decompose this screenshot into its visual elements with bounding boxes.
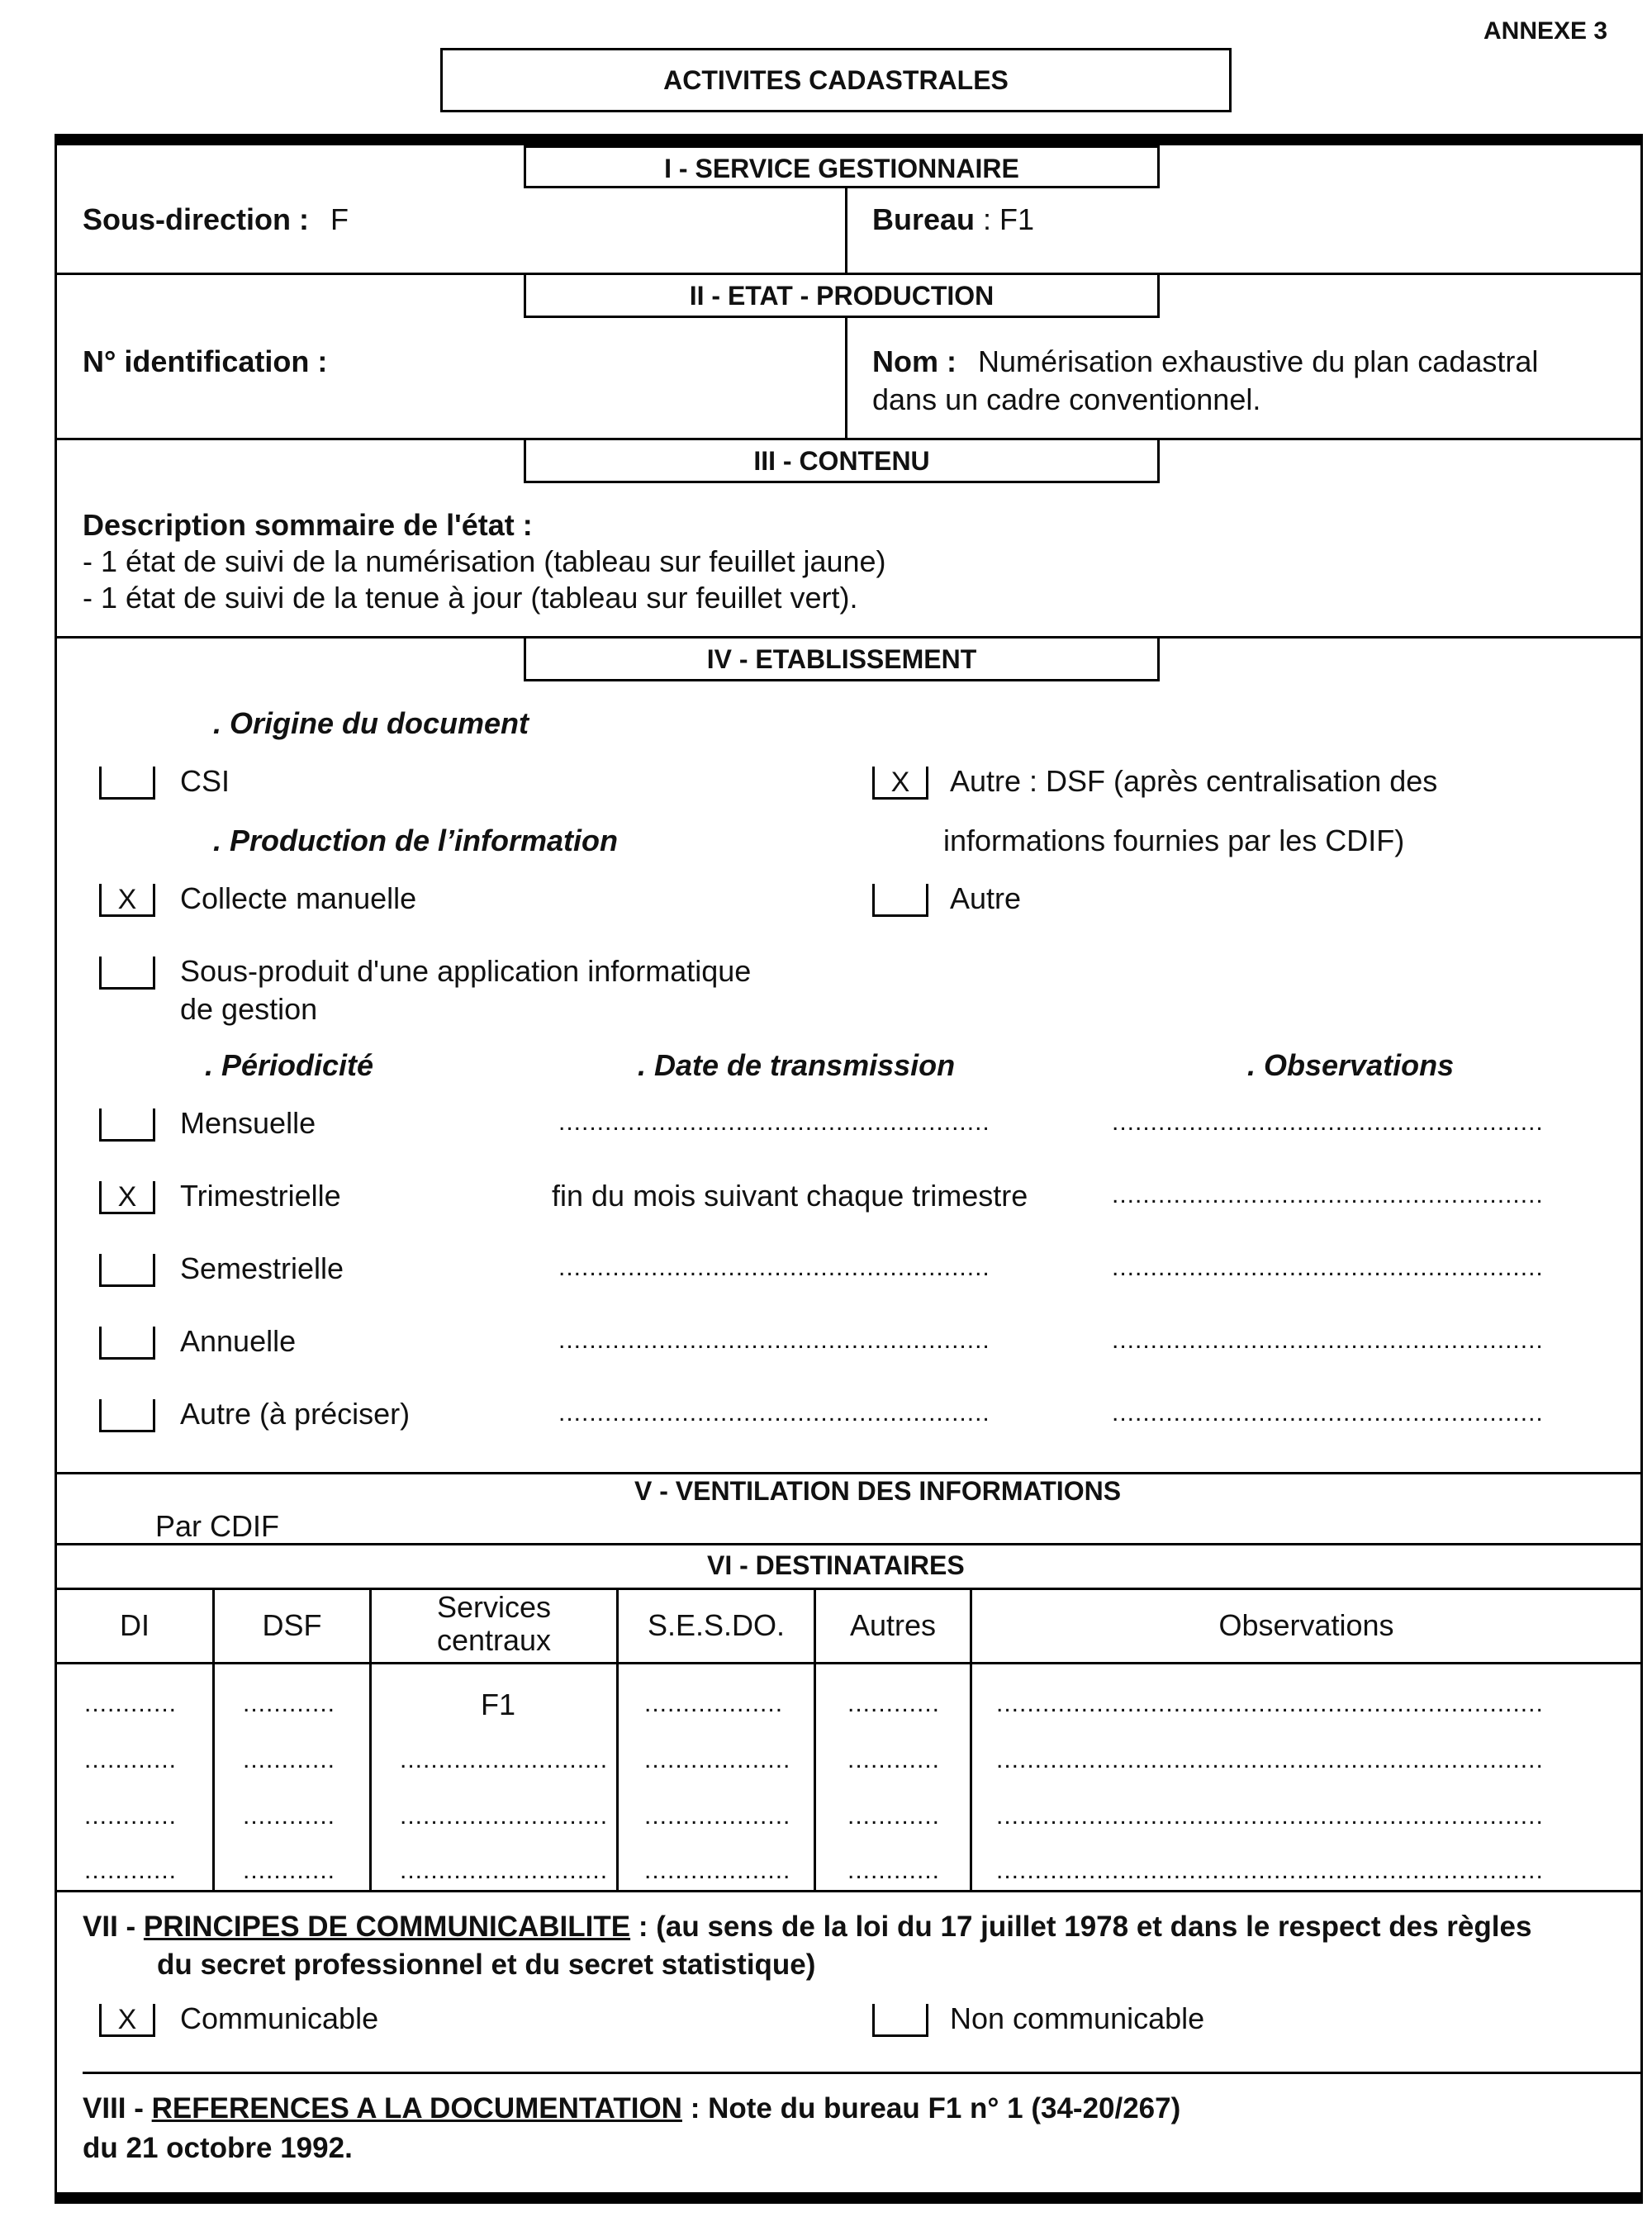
period-observation: ........................................................ — [1112, 1327, 1544, 1354]
section-2-header: II - ETAT - PRODUCTION — [524, 275, 1160, 318]
table-cell: ............ — [847, 1746, 941, 1773]
section-6-header: VI - DESTINATAIRES — [707, 1550, 965, 1580]
observations-title: . Observations — [1247, 1048, 1455, 1082]
section-7-prefix: VII - — [83, 1911, 136, 1943]
table-cell: .................. — [644, 1690, 784, 1717]
csi-checkbox[interactable] — [99, 767, 155, 800]
period-checkbox[interactable] — [99, 1254, 155, 1287]
period-observation: ........................................................ — [1112, 1399, 1544, 1427]
section-8-title: REFERENCES A LA DOCUMENTATION — [151, 2092, 682, 2124]
table-cell: ............ — [84, 1746, 178, 1773]
sous-direction-label: Sous-direction : — [83, 202, 310, 236]
table-cell: ............ — [847, 1857, 941, 1884]
table-top-line — [55, 1588, 1643, 1590]
table-header-bottom-line — [55, 1662, 1643, 1664]
collecte-label: Collecte manuelle — [180, 881, 417, 915]
sous-produit-line-2: de gestion — [180, 992, 318, 1026]
annex-label: ANNEXE 3 — [1483, 17, 1608, 45]
table-cell: F1 — [481, 1688, 516, 1721]
section-5-header: V - VENTILATION DES INFORMATIONS — [634, 1476, 1122, 1506]
section-8-line-1 — [83, 2091, 1180, 2126]
table-cell: ........................... — [400, 1746, 609, 1773]
table-cell: ....................................................................... — [996, 1746, 1544, 1773]
production-title: . Production de l’information — [213, 824, 618, 857]
table-header-di: DI — [120, 1608, 150, 1642]
period-checkbox[interactable]: X — [99, 1181, 155, 1214]
document-title — [440, 48, 1232, 112]
table-cell: ............ — [243, 1802, 336, 1830]
bureau-label: Bureau — [872, 202, 976, 236]
communicable-checkbox[interactable]: X — [99, 2004, 155, 2037]
table-cell: ....................................................................... — [996, 1857, 1544, 1884]
table-header-sesdo: S.E.S.DO. — [647, 1608, 786, 1642]
origine-title: . Origine du document — [213, 706, 529, 740]
table-header-autres: Autres — [849, 1608, 937, 1642]
period-observation: ........................................................ — [1112, 1181, 1544, 1208]
nom-line-1: Numérisation exhaustive du plan cadastral — [978, 344, 1539, 378]
period-checkbox[interactable] — [99, 1399, 155, 1432]
section-8-line-2: du 21 octobre 1992. — [83, 2132, 353, 2164]
description-label: Description sommaire de l'état : — [83, 508, 533, 542]
sous-direction-value: F — [330, 202, 349, 236]
section-4-header: IV - ETABLISSEMENT — [524, 639, 1160, 681]
table-cell: ............ — [847, 1690, 941, 1717]
csi-label: CSI — [180, 764, 230, 798]
table-cell: ........................... — [400, 1857, 609, 1884]
period-date: ........................................................ — [558, 1399, 990, 1427]
period-observation: ........................................................ — [1112, 1108, 1544, 1136]
non-communicable-checkbox[interactable] — [872, 2004, 928, 2037]
table-header-dsf: DSF — [262, 1608, 322, 1642]
communicable-label: Communicable — [180, 2001, 379, 2035]
table-cell: ............ — [847, 1802, 941, 1830]
table-header-observations: Observations — [1218, 1608, 1394, 1642]
form-bottom-bar — [55, 2192, 1643, 2204]
date-transmission-title: . Date de transmission — [638, 1048, 956, 1082]
period-date: fin du mois suivant chaque trimestre — [552, 1179, 1028, 1213]
table-cell: ............ — [243, 1857, 336, 1884]
period-label: Semestrielle — [180, 1251, 344, 1285]
table-header-services-line-2: centraux — [436, 1622, 552, 1657]
table-header-services-line-1: Services — [436, 1590, 552, 1624]
autre-origine-checkbox[interactable]: X — [872, 767, 928, 800]
section-5-bottom-line — [55, 1543, 1643, 1545]
form-left-border — [55, 134, 57, 2204]
table-cell: ............ — [84, 1857, 178, 1884]
ventilation-value: Par CDIF — [155, 1509, 280, 1543]
bureau-value: : F1 — [983, 202, 1035, 236]
autre-production-label: Autre — [950, 881, 1022, 915]
section-7-line-1 — [83, 1910, 1531, 1944]
collecte-checkbox[interactable]: X — [99, 884, 155, 917]
period-checkbox[interactable] — [99, 1327, 155, 1360]
section-7-line-2: du secret professionnel et du secret statistique) — [157, 1949, 816, 1981]
nom-line-2: dans un cadre conventionnel. — [872, 382, 1261, 416]
period-checkbox[interactable] — [99, 1108, 155, 1142]
autre-production-checkbox[interactable] — [872, 884, 928, 917]
section-1-header: I - SERVICE GESTIONNAIRE — [524, 145, 1160, 188]
sous-produit-line-1: Sous-produit d'une application informatique — [180, 954, 752, 988]
section-4-bottom-line — [55, 1472, 1643, 1474]
period-observation: ........................................................ — [1112, 1254, 1544, 1281]
section-2-divider — [845, 318, 847, 438]
section-6-bottom-line — [55, 1890, 1643, 1892]
table-cell: ................... — [644, 1746, 791, 1773]
form-top-bar — [55, 134, 1643, 145]
autre-origine-line-2: informations fournies par les CDIF) — [943, 824, 1405, 857]
nom-label: Nom : — [872, 344, 957, 378]
section-8-prefix: VIII - — [83, 2092, 144, 2124]
period-date: ........................................................ — [558, 1108, 990, 1136]
description-line-1: - 1 état de suivi de la numérisation (tableau sur feuillet jaune) — [83, 544, 886, 578]
section-7-rest: : (au sens de la loi du 17 juillet 1978 et dans le respect des règles — [638, 1911, 1532, 1943]
section-3-header: III - CONTENU — [524, 440, 1160, 483]
table-cell: ................... — [644, 1802, 791, 1830]
period-label: Autre (à préciser) — [180, 1397, 411, 1431]
period-label: Mensuelle — [180, 1106, 316, 1140]
sous-produit-checkbox[interactable] — [99, 957, 155, 990]
section-7-title: PRINCIPES DE COMMUNICABILITE — [143, 1911, 631, 1943]
table-cell: ....................................................................... — [996, 1802, 1544, 1830]
table-cell: ................... — [644, 1857, 791, 1884]
section-1-divider — [845, 188, 847, 273]
table-cell: ............ — [84, 1690, 178, 1717]
non-communicable-label: Non communicable — [950, 2001, 1205, 2035]
periodicite-title: . Périodicité — [205, 1048, 374, 1082]
identification-label: N° identification : — [83, 344, 328, 378]
description-line-2: - 1 état de suivi de la tenue à jour (tableau sur feuillet vert). — [83, 581, 858, 615]
table-cell: ............ — [243, 1690, 336, 1717]
document-title-text: ACTIVITES CADASTRALES — [663, 65, 1009, 95]
table-cell: ........................... — [400, 1802, 609, 1830]
form-right-border — [1640, 134, 1643, 2204]
table-cell: ....................................................................... — [996, 1690, 1544, 1717]
period-date: ........................................................ — [558, 1327, 990, 1354]
section-7-bottom-line — [83, 2072, 1640, 2074]
table-cell: ............ — [84, 1802, 178, 1830]
period-label: Annuelle — [180, 1324, 297, 1358]
table-header-services — [372, 1591, 616, 1656]
autre-origine-line-1: Autre : DSF (après centralisation des — [950, 764, 1438, 798]
section-8-rest: : Note du bureau F1 n° 1 (34-20/267) — [690, 2092, 1181, 2124]
table-cell: ............ — [243, 1746, 336, 1773]
period-date: ........................................................ — [558, 1254, 990, 1281]
period-label: Trimestrielle — [180, 1179, 341, 1213]
